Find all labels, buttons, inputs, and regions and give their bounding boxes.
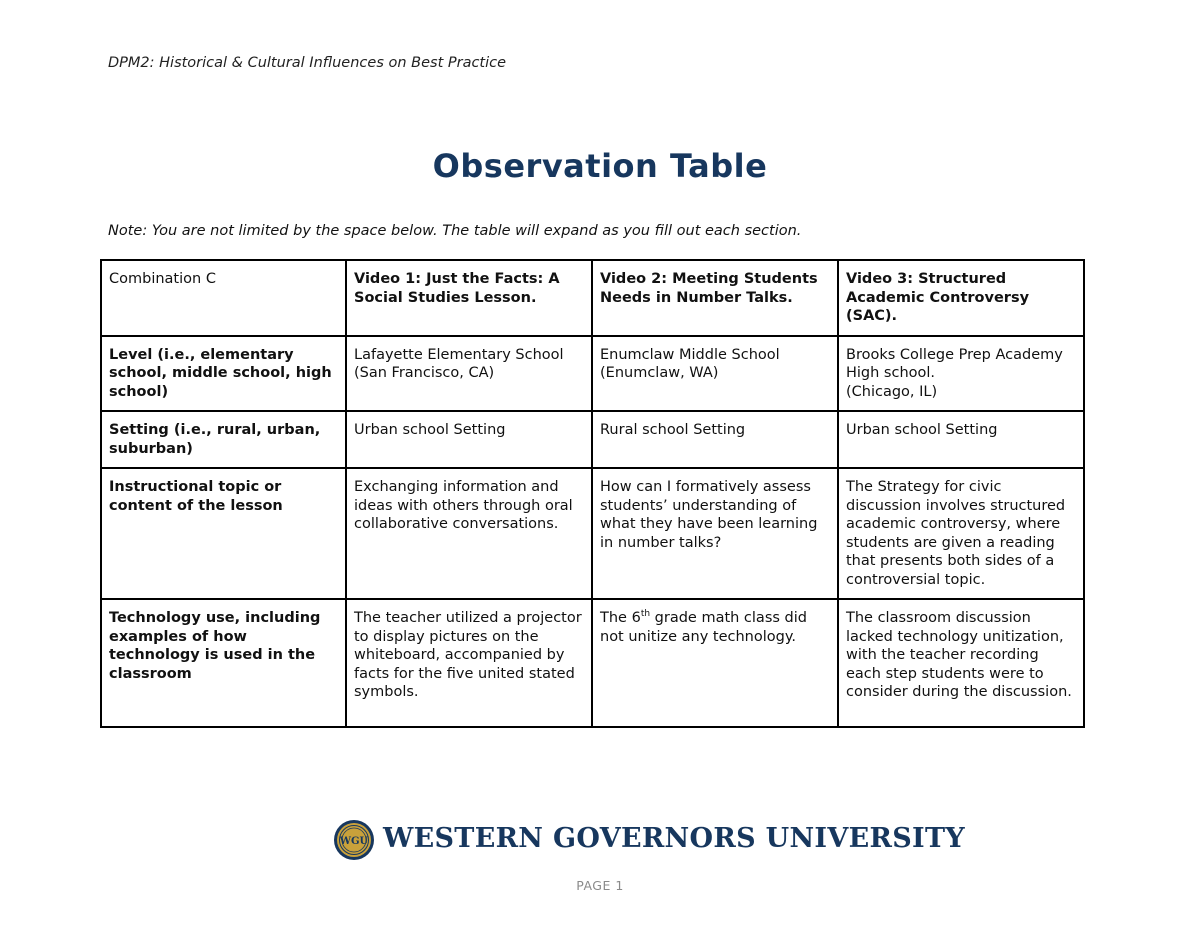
cell-topic-video-2: How can I formatively assess students’ understanding of what they have been learning in number talks? xyxy=(592,468,838,599)
table-note: Note: You are not limited by the space below. The table will expand as you fill out each section. xyxy=(108,223,802,239)
header-cell-combination: Combination C xyxy=(101,260,346,336)
seal-letters: WGU xyxy=(339,836,369,847)
cell-technology-video-1: The teacher utilized a projector to display pictures on the whiteboard, accompanied by facts for the five united stated symbols. xyxy=(346,599,592,727)
cell-topic-video-3: The Strategy for civic discussion involves structured academic controversy, where students are given a reading that presents both sides of a controversial topic. xyxy=(838,468,1084,599)
university-seal-icon xyxy=(333,819,375,861)
cell-level-video-2: Enumclaw Middle School (Enumclaw, WA) xyxy=(592,336,838,412)
table-row-level xyxy=(101,336,1084,412)
university-logo xyxy=(333,819,965,863)
cell-topic-video-1: Exchanging information and ideas with others through oral collaborative conversations. xyxy=(346,468,592,599)
cell-text-after: grade math class did not unitize any technology. xyxy=(600,610,807,645)
cell-technology-video-2 xyxy=(592,599,838,727)
cell-level-video-3: Brooks College Prep Academy High school. (Chicago, IL) xyxy=(838,336,1084,412)
page-number: PAGE 1 xyxy=(576,878,624,893)
cell-text-before: The 6 xyxy=(600,610,641,626)
cell-technology-video-3: The classroom discussion lacked technology unitization, with the teacher recording each step students were to consider during the discussion. xyxy=(838,599,1084,727)
table-row-technology xyxy=(101,599,1084,727)
table-row-topic xyxy=(101,468,1084,599)
row-label-topic: Instructional topic or content of the lesson xyxy=(101,468,346,599)
table-header-row xyxy=(101,260,1084,336)
cell-setting-video-1: Urban school Setting xyxy=(346,411,592,468)
cell-setting-video-2: Rural school Setting xyxy=(592,411,838,468)
page-title: Observation Table xyxy=(432,147,768,185)
row-label-level: Level (i.e., elementary school, middle school, high school) xyxy=(101,336,346,412)
row-label-technology: Technology use, including examples of how technology is used in the classroom xyxy=(101,599,346,727)
document-header: DPM2: Historical & Cultural Influences on Best Practice xyxy=(108,55,507,71)
table-row-setting xyxy=(101,411,1084,468)
cell-level-video-1: Lafayette Elementary School (San Francisco, CA) xyxy=(346,336,592,412)
header-cell-video-2: Video 2: Meeting Students Needs in Number Talks. xyxy=(592,260,838,336)
header-cell-video-1: Video 1: Just the Facts: A Social Studies Lesson. xyxy=(346,260,592,336)
ordinal-suffix: th xyxy=(640,609,651,620)
row-label-setting: Setting (i.e., rural, urban, suburban) xyxy=(101,411,346,468)
logo-wordmark: WESTERN GOVERNORS UNIVERSITY xyxy=(383,823,965,854)
header-cell-video-3: Video 3: Structured Academic Controversy (SAC). xyxy=(838,260,1084,336)
observation-table xyxy=(100,259,1085,728)
cell-setting-video-3: Urban school Setting xyxy=(838,411,1084,468)
